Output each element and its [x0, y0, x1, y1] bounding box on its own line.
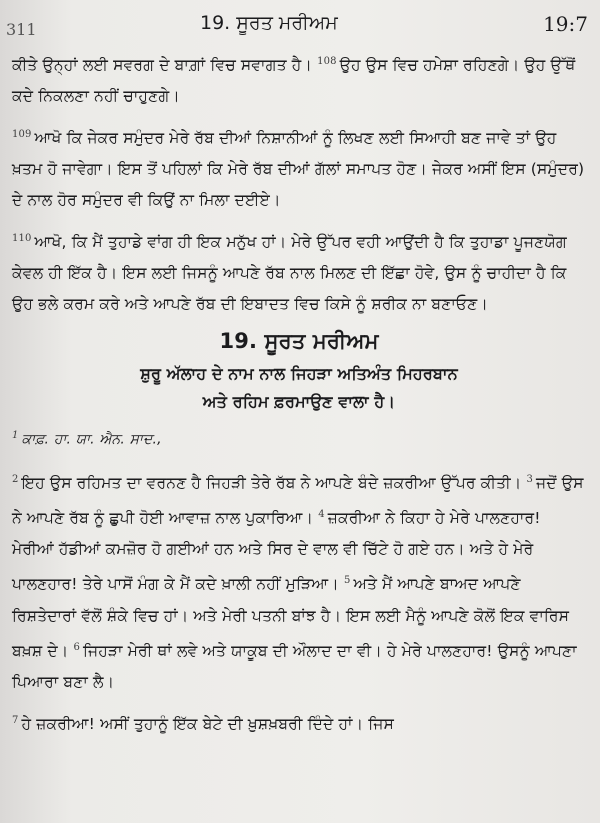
running-title: 19. ਸੂਰਤ ਮਰੀਅਮ: [200, 12, 338, 34]
paragraph: [12, 46, 586, 112]
verse-number: 110: [12, 233, 32, 245]
verse-text: ਆਖੋ ਕਿ ਜੇਕਰ ਸਮੁੰਦਰ ਮੇਰੇ ਰੱਬ ਦੀਆਂ ਨਿਸ਼ਾਨੀਆਂ ਨੂੰ ਲਿਖਣ ਲਈ ਸਿਆਹੀ ਬਣ ਜਾਵੇ ਤਾਂ ਉਹ ਖ਼ਤਮ ਹੋ ਜਾਵੇਗਾ। ਇਸ ਤੋਂ ਪਹਿਲਾਂ ਕਿ ਮੇਰੇ ਰੱਬ ਦੀਆਂ ਗੱਲਾਂ ਸਮਾਪਤ ਹੋਣ। ਜੇਕਰ ਅਸੀਂ ਇਸ (ਸਮੁੰਦਰ) ਦੇ ਨਾਲ ਹੋਰ ਸਮੁੰਦਰ ਵੀ ਕਿਉਂ ਨਾ ਮਿਲਾ ਦਈਏ।: [12, 129, 585, 210]
text-body: [12, 46, 586, 740]
paragraph: [12, 464, 586, 698]
verse-text: ਉਹ ਉਸ ਵਿਚ ਹਮੇਸ਼ਾ ਰਹਿਣਗੇ। ਉਹ ਉੱਥੋਂ ਕਦੇ ਨਿਕਲਣਾ ਨਹੀਂ ਚਾਹੁਣਗੇ।: [12, 56, 576, 106]
verse-number: 5: [343, 575, 351, 587]
chapter-verse-ref: 19:7: [543, 12, 588, 36]
page-number: 311: [6, 20, 37, 39]
page-header: [0, 10, 600, 40]
bismillah-line-1: ਸ਼ੁਰੂ ਅੱਲਾਹ ਦੇ ਨਾਮ ਨਾਲ ਜਿਹੜਾ ਅਤਿਅੰਤ ਮਿਹਰਬਾਨ: [140, 364, 458, 384]
verse-text: ਕਾਫ਼. ਹਾ. ਯਾ. ਐਨ. ਸਾਦ.,: [21, 432, 162, 449]
verse-number: 2: [12, 474, 19, 486]
verse-text: ਅਤੇ ਮੈਂ ਆਪਣੇ ਬਾਅਦ ਆਪਣੇ ਰਿਸ਼ਤੇਦਾਰਾਂ ਵੱਲੋਂ ਸ਼ੰਕੇ ਵਿਚ ਹਾਂ। ਅਤੇ ਮੇਰੀ ਪਤਨੀ ਬਾਂਝ ਹੈ। ਇਸ ਲਈ ਮੈਨੂੰ ਆਪਣੇ ਕੋਲੋਂ ਇਕ ਵਾਰਿਸ ਬਖ਼ਸ਼ ਦੇ।: [12, 575, 570, 660]
verse-text: ਆਖੋ, ਕਿ ਮੈਂ ਤੁਹਾਡੇ ਵਾਂਗ ਹੀ ਇਕ ਮਨੁੱਖ ਹਾਂ। ਮੇਰੇ ਉੱਪਰ ਵਹੀ ਆਉਂਦੀ ਹੈ ਕਿ ਤੁਹਾਡਾ ਪੂਜਣਯੋਗ ਕੇਵਲ ਹੀ ਇੱਕ ਹੈ। ਇਸ ਲਈ ਜਿਸਨੂੰ ਆਪਣੇ ਰੱਬ ਨਾਲ ਮਿਲਣ ਦੀ ਇੱਛਾ ਹੋਵੇ, ਉਸ ਨੂੰ ਚਾਹੀਦਾ ਹੈ ਕਿ ਉਹ ਭਲੇ ਕਰਮ ਕਰੇ ਅਤੇ ਆਪਣੇ ਰੱਬ ਦੀ ਇਬਾਦਤ ਵਿਚ ਕਿਸੇ ਨੂੰ ਸ਼ਰੀਕ ਨਾ ਬਣਾਓਣ।: [12, 233, 567, 314]
verse-text: ਜਿਹੜਾ ਮੇਰੀ ਥਾਂ ਲਵੇ ਅਤੇ ਯਾਕੂਬ ਦੀ ਔਲਾਦ ਦਾ ਵੀ। ਹੇ ਮੇਰੇ ਪਾਲਣਹਾਰ! ਉਸਨੂੰ ਆਪਣਾ ਪਿਆਰਾ ਬਣਾ ਲੈ।: [12, 641, 577, 691]
verse-number: 109: [12, 129, 32, 141]
verse-text: ਹੇ ਜ਼ਕਰੀਆ! ਅਸੀਂ ਤੁਹਾਨੂੰ ਇੱਕ ਬੇਟੇ ਦੀ ਖ਼ੁਸ਼ਖ਼ਬਰੀ ਦਿੰਦੇ ਹਾਂ। ਜਿਸ: [21, 714, 395, 733]
verse-number: 4: [318, 509, 325, 521]
paragraph: [12, 223, 586, 320]
verse-text: ਇਹ ਉਸ ਰਹਿਮਤ ਦਾ ਵਰਨਣ ਹੈ ਜਿਹੜੀ ਤੇਰੇ ਰੱਬ ਨੇ ਆਪਣੇ ਬੰਦੇ ਜ਼ਕਰੀਆ ਉੱਪਰ ਕੀਤੀ।: [21, 474, 522, 493]
verse-text: ਜ਼ਕਰੀਆ ਨੇ ਕਿਹਾ ਹੇ ਮੇਰੇ ਪਾਲਣਹਾਰ! ਮੇਰੀਆਂ ਹੱਡੀਆਂ ਕਮਜ਼ੋਰ ਹੋ ਗਈਆਂ ਹਨ ਅਤੇ ਸਿਰ ਦੇ ਵਾਲ ਵੀ ਚਿੱਟੇ ਹੋ ਗਏ ਹਨ। ਅਤੇ ਹੇ ਮੇਰੇ ਪਾਲਣਹਾਰ! ਤੇਰੇ ਪਾਸੋਂ ਮੰਗ ਕੇ ਮੈਂ ਕਦੇ ਖ਼ਾਲੀ ਨਹੀਂ ਮੁੜਿਆ।: [12, 509, 541, 594]
surah-heading: 19. ਸੂਰਤ ਮਰੀਅਮ: [219, 329, 379, 354]
bismillah-line-2: ਅਤੇ ਰਹਿਮ ਫ਼ਰਮਾਉਣ ਵਾਲਾ ਹੈ।: [202, 392, 396, 412]
verse-number: 7: [12, 714, 19, 726]
verse-1: [12, 420, 586, 456]
verse-number: 1: [12, 430, 19, 442]
verse-number: 3: [526, 474, 533, 486]
paragraph: [12, 119, 586, 216]
verse-number: 6: [73, 641, 80, 653]
paragraph: [12, 705, 586, 740]
verse-number: 108: [317, 56, 337, 67]
verse-text: ਜਦੋਂ ਉਸ ਨੇ ਆਪਣੇ ਰੱਬ ਨੂੰ ਛੁਪੀ ਹੋਈ ਆਵਾਜ਼ ਨਾਲ ਪੁਕਾਰਿਆ।: [12, 474, 584, 528]
verse-text: ਕੀਤੇ ਉਨ੍ਹਾਂ ਲਈ ਸਵਰਗ ਦੇ ਬਾਗ਼ਾਂ ਵਿਚ ਸਵਾਗਤ ਹੈ।: [12, 56, 312, 75]
